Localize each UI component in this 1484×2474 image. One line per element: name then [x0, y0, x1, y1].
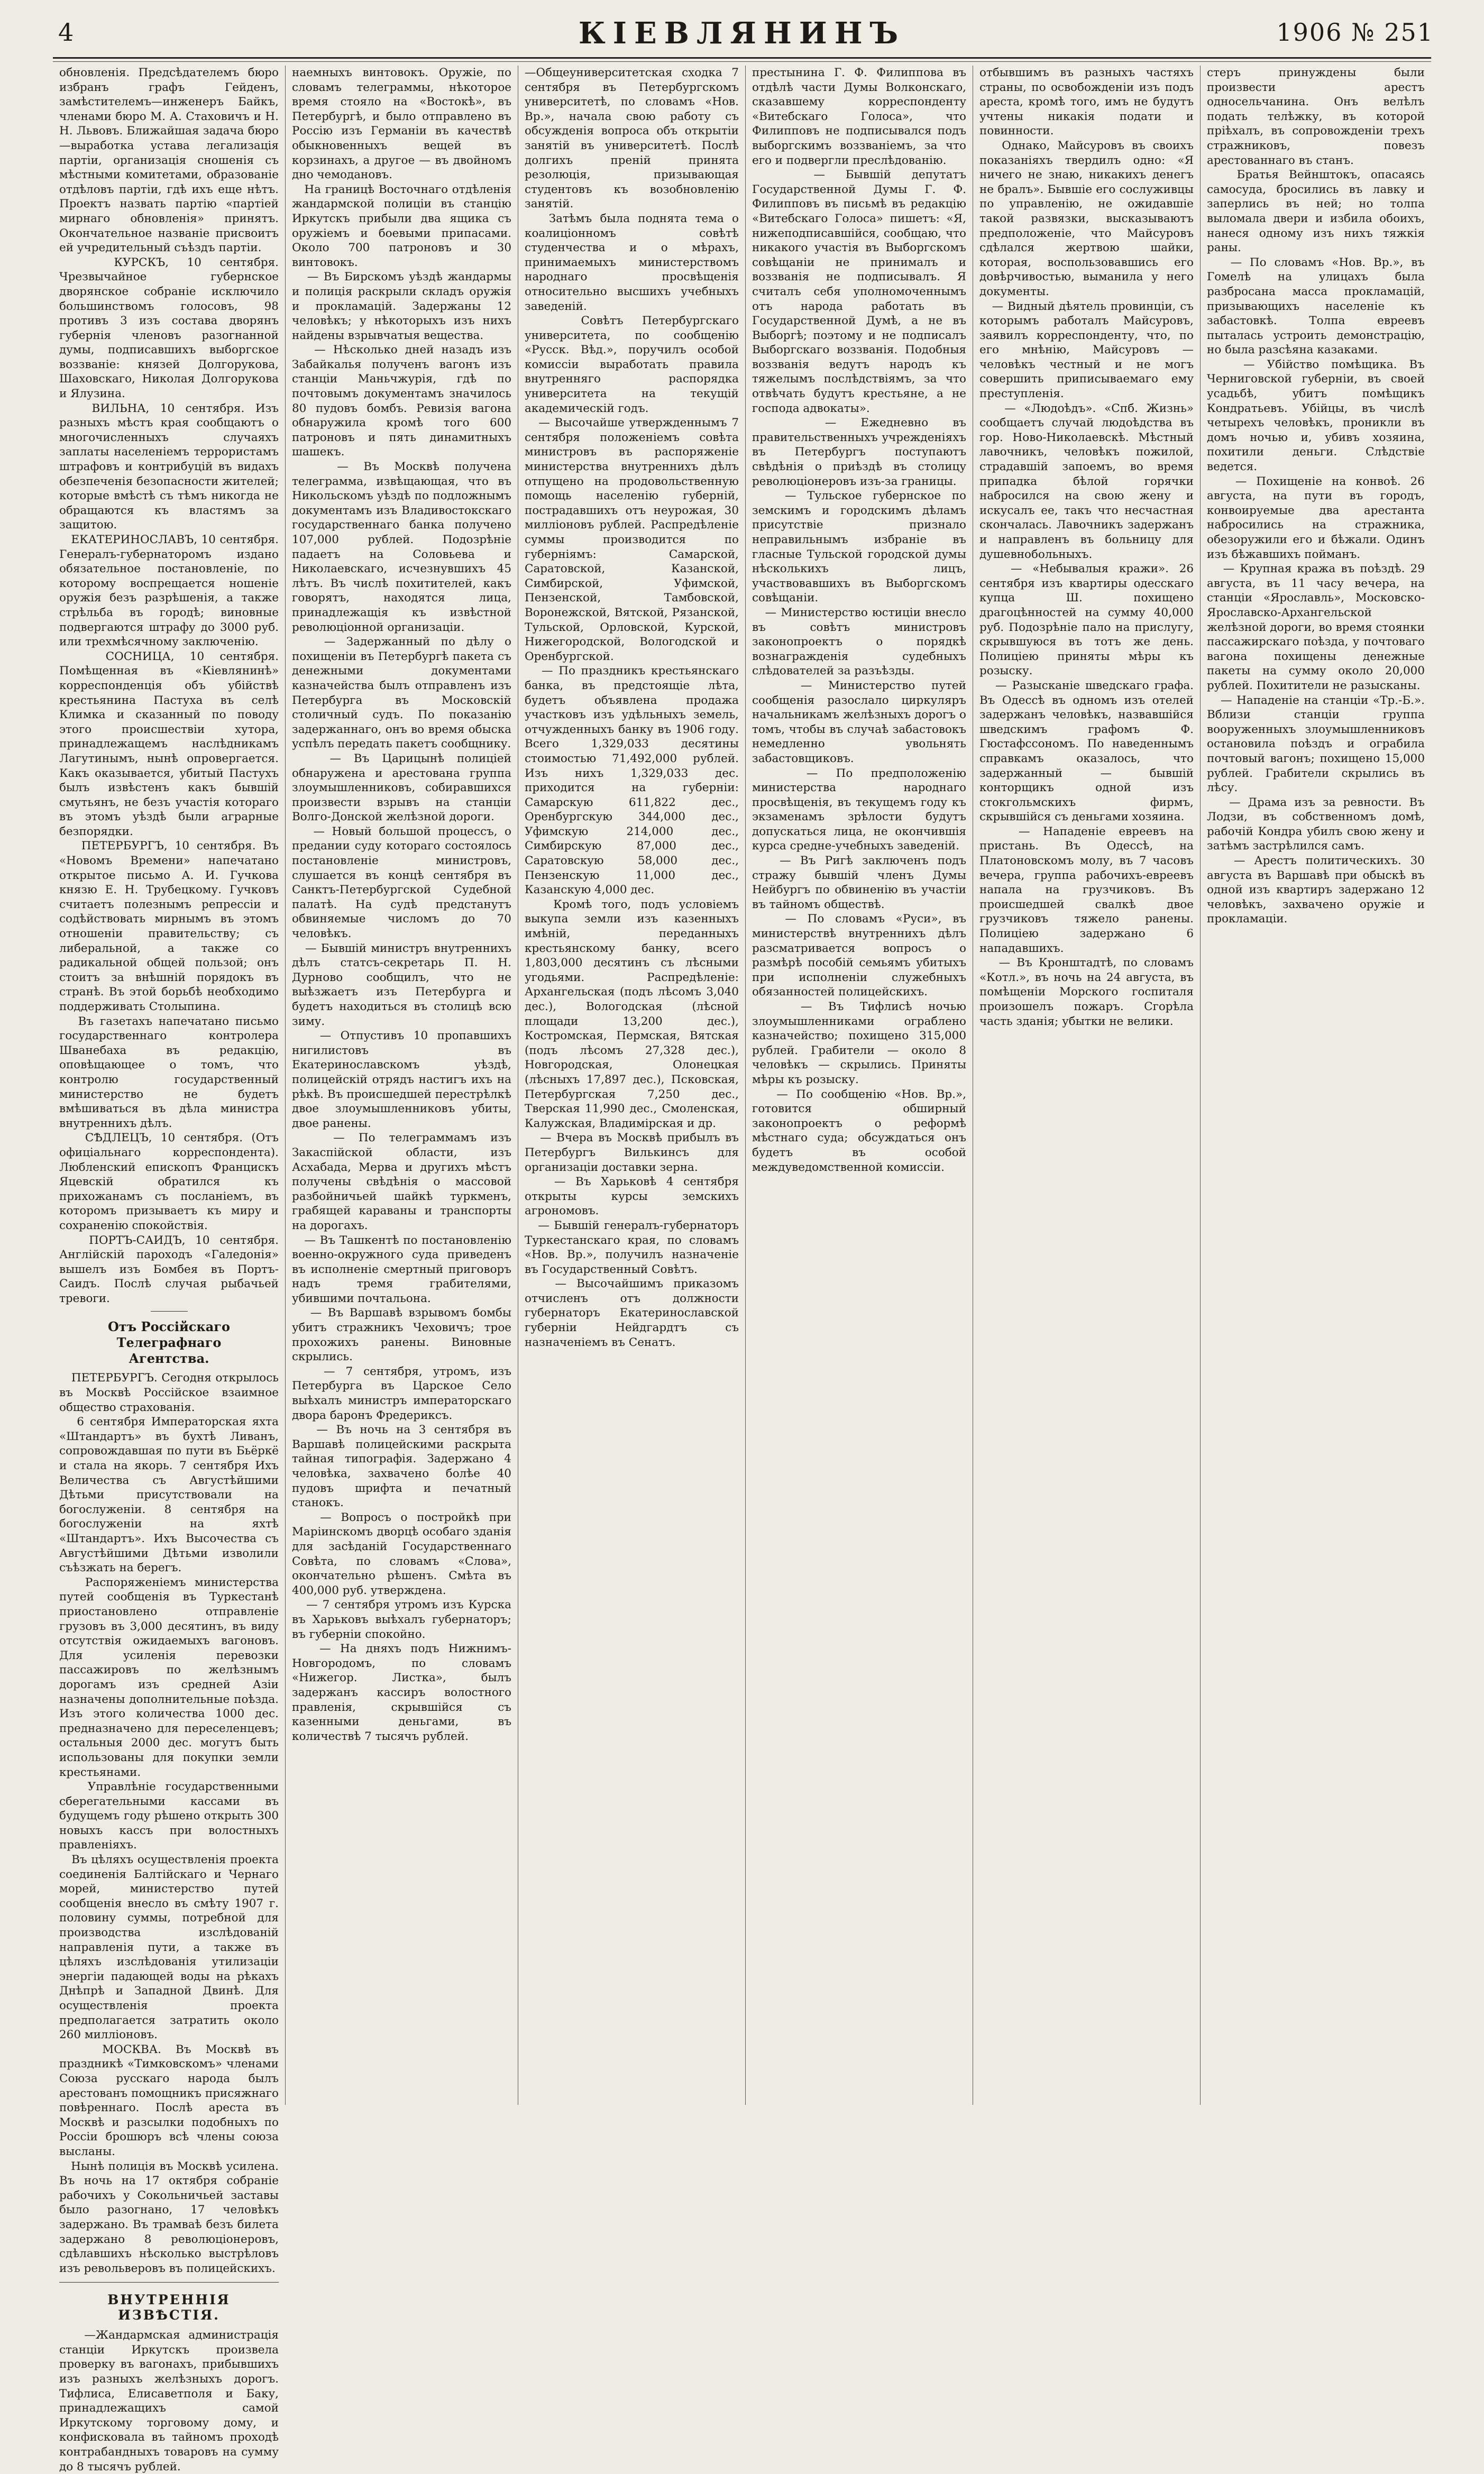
article-text: отбывшимъ въ разныхъ частяхъ страны, по освобожденіи изъ подъ ареста, кромѣ того, имъ не будутъ учтены никакія подати и повинности. Однако, Майсуровъ въ своихъ показаніяхъ твердилъ одно: «Я ничего не знаю, никакихъ денегъ не бралъ». Бывшіе его сослуживцы по управленію, не ожидавшіе такой развязки, высказываютъ предположеніе, что Майсуровъ сдѣлался жертвою шайки, которая, воспользовавшись его довѣрчивостью, выманила у него документы. — Видный дѣятель провинціи, съ которымъ работалъ Майсуровъ, заявилъ корреспонденту, что, по его мнѣнію, Майсуровъ — человѣкъ честный и не могъ совершить приписываемаго ему преступленія. — «Людоѣдъ». «Спб. Жизнь» сообщаетъ случай людоѣдства въ гор. Ново-Николаевскѣ. Мѣстный лавочникъ, человѣкъ пожилой, страдавшій запоемъ, во время припадка бѣлой горячки набросился на свою жену и искусалъ ее, такъ что несчастная скончалась. Лавочникъ задержанъ и направленъ въ больницу для душевнобольныхъ. — «Небывалыя кражи». 26 сентября изъ квартиры одесскаго купца Ш. похищено драгоцѣнностей на сумму 40,000 руб. Подозрѣніе пало на прислугу, скрывшуюся въ тотъ же день. Полиціею приняты мѣры къ розыску. — Разысканіе шведскаго графа. Въ Одессѣ въ одномъ изъ отелей задержанъ человѣкъ, назвавшійся шведскимъ графомъ Ф. Гюстафссономъ. По наведеннымъ справкамъ оказалось, что задержанный — бывшій конторщикъ одной изъ стокгольмскихъ фирмъ, скрывшійся съ деньгами хозяина. — Нападеніе евреевъ на пристань. Въ Одессѣ, на Платоновскомъ молу, въ 7 часовъ вечера, группа рабочихъ-евреевъ напала на грузчиковъ. Въ происшедшей свалкѣ двое грузчиковъ тяжело ранены. Полиціею задержано 6 нападавшихъ. — Въ Кронштадтѣ, по словамъ «Котл.», въ ночь на 24 августа, въ помѣщеніи Морского госпиталя произошелъ пожаръ. Сгорѣла часть зданія; убытки не велики. — [979, 66, 1194, 1028]
section-heading-line: Отъ Россійскаго Телеграфнаго — [108, 1319, 230, 1351]
page-number: 4 — [58, 18, 74, 47]
section-heading-line: Агентства. — [129, 1351, 209, 1367]
article-text: —Жандармская администрація станціи Иркутскъ произвела проверку въ вагонахъ, прибывшихъ изъ разныхъ желѣзныхъ дорогъ. Тифлиса, Елисаветполя и Баку, принадлежащихъ самой Иркутскому торговому дому, и конфисковала въ тайномъ проходѣ контрабандныхъ товаровъ на сумму до 8 тысячъ рублей. — [59, 2329, 282, 2473]
column-3 — [518, 66, 746, 2105]
divider — [59, 2282, 279, 2283]
column-5 — [973, 66, 1201, 2105]
column-6 — [1201, 66, 1431, 2105]
masthead — [0, 16, 1484, 58]
article-text: наемныхъ винтовокъ. Оружіе, по словамъ телеграммы, нѣкоторое время стояло на «Востокѣ», въ Петербургѣ, и было отправлено въ Россію изъ Германіи въ качествѣ обыкновенныхъ вещей въ корзинахъ, а другое — въ двойномъ дно чемодановъ. На границѣ Восточнаго отдѣленія жандармской полиціи въ станцію Иркутскъ прибыли два ящика съ оружіемъ и боевыми припасами. Около 700 патроновъ и 30 винтовокъ. — Въ Бирскомъ уѣздѣ жандармы и полиція раскрыли складъ оружія и прокламацій. Задержаны 12 человѣкъ; у нѣкоторыхъ изъ нихъ найдены взрывчатыя вещества. — Нѣсколько дней назадъ изъ Забайкалья полученъ вагонъ изъ станціи Маньчжурія, гдѣ по почтовымъ документамъ значилось 80 пудовъ бомбъ. Ревизія вагона обнаружила кромѣ того 600 патроновъ и пять динамитныхъ шашекъ. — Въ Москвѣ получена телеграмма, извѣщающая, что въ Никольскомъ уѣздѣ по подложнымъ документамъ изъ Владивостокскаго государственнаго банка получено 107,000 рублей. Подозрѣніе падаетъ на Соловьева и Николаевскаго, исчезнувшихъ 45 лѣтъ. Въ числѣ похитителей, какъ говорятъ, находятся лица, принадлежащія къ извѣстной революціонной организаціи. — Задержанный по дѣлу о похищеніи въ Петербургѣ пакета съ денежными документами казначейства былъ отправленъ изъ Петербурга въ Московскій столичный судъ. По показанію задержаннаго, онъ во время обыска успѣлъ передать пакетъ сообщнику. — Въ Царицынѣ полиціей обнаружена и арестована группа злоумышленниковъ, собиравшихся произвести взрывъ на станціи Волго-Донской желѣзной дороги. — Новый большой процессъ, о предании суду котораго состоялось постановленіе министровъ, слушается въ концѣ сентября въ Санктъ-Петербургской Судебной палатѣ. На судѣ предстанутъ обвиняемые числомъ до 70 человѣкъ. — Бывшій министръ внутреннихъ дѣлъ статсъ-секретарь П. Н. Дурново сообщилъ, что не выѣзжаетъ изъ Петербурга и будетъ находиться въ столицѣ всю зиму. — Отпустивъ 10 пропавшихъ нигилистовъ въ Екатеринославскомъ уѣздѣ, полицейскій отрядъ настигъ ихъ на рѣкѣ. Въ происшедшей перестрѣлкѣ двое злоумышленниковъ убиты, двое ранены. — По телеграммамъ изъ Закаспійской области, изъ Асхабада, Мерва и другихъ мѣстъ получены свѣдѣнія о массовой разбойничьей шайкѣ туркменъ, грабящей караваны и транспорты на дорогахъ. — Въ Ташкентѣ по постановленію военно-окружного суда приведенъ въ исполненіе смертный приговоръ надъ тремя грабителями, убившими почтальона. — Въ Варшавѣ взрывомъ бомбы убитъ стражникъ Чеховичъ; трое прохожихъ ранены. Виновные скрылись. — 7 сентября, утромъ, изъ Петербурга въ Царское Село выѣхалъ министръ императорскаго двора баронъ Фредериксъ. — Въ ночь на 3 сентября въ Варшавѣ полицейскими раскрыта тайная типографія. Задержано 4 человѣка, захвачено болѣе 40 пудовъ шрифта и печатный станокъ. — Вопросъ о постройкѣ при Маріинскомъ дворцѣ особаго зданія для засѣданій Государственнаго Совѣта, по словамъ «Слова», окончательно рѣшенъ. Смѣта въ 400,000 руб. утверждена. — 7 сентября утромъ изъ Курска въ Харьковъ выѣхалъ губернаторъ; въ губерніи спокойно. — На дняхъ подъ Нижнимъ-Новгородомъ, по словамъ «Нижегор. Листка», былъ задержанъ кассиръ волостного правленія, скрывшійся съ казенными деньгами, въ количествѣ 7 тысячъ рублей. — [292, 66, 511, 1743]
column-2 — [286, 66, 518, 2105]
column-1 — [53, 66, 286, 2473]
section-heading: ВНУТРЕННІЯ ИЗВѢСТІЯ. — [107, 2292, 231, 2323]
newspaper-title: КІЕВЛЯНИНЪ — [578, 16, 906, 51]
section-heading — [59, 1319, 279, 1367]
article-text: стеръ принуждены были произвести арестъ односельчанина. Онъ велѣлъ подать телѣжку, въ которой пріѣхалъ, въ сопровожденіи трехъ стражниковъ, повезъ арестованнаго въ станъ. Братья Вейнштокъ, опасаясь самосуда, бросились въ лавку и заперлись въ ней; но толпа выломала двери и избила обоихъ, нанеся одному изъ нихъ тяжкія раны. — По словамъ «Нов. Вр.», въ Гомелѣ на улицахъ была разбросана масса прокламацій, призывающихъ населеніе къ забастовкѣ. Толпа евреевъ пыталась устроить демонстрацію, но была разсѣяна казаками. — Убійство помѣщика. Въ Черниговской губерніи, въ своей усадьбѣ, убитъ помѣщикъ Кондратьевъ. Убійцы, въ числѣ четырехъ человѣкъ, проникли въ домъ ночью и, убивъ хозяина, похитили деньги. Слѣдствіе ведется. — Похищеніе на конвоѣ. 26 августа, на пути въ городъ, конвоируемые два арестанта набросились на стражника, обезоружили его и бѣжали. Одинъ изъ бѣжавшихъ пойманъ. — Крупная кража въ поѣздѣ. 29 августа, въ 11 часу вечера, на станціи «Ярославль», Московско-Ярославско-Архангельской желѣзной дороги, во время стоянки пассажирскаго поѣзда, у почтоваго вагона похищены денежные пакеты на сумму около 20,000 рублей. Похитители не разысканы. — Нападеніе на станціи «Тр.-Б.». Вблизи станціи группа вооруженныхъ злоумышленниковъ остановила поѣздъ и ограбила почтовый вагонъ; похищено 15,000 рублей. Грабители скрылись въ лѣсу. — Драма изъ за ревности. Въ Лодзи, въ собственномъ домѣ, рабочій Кондра убилъ свою жену и затѣмъ застрѣлился самъ. — Арестъ политическихъ. 30 августа въ Варшавѣ при обыскѣ въ одной изъ квартиръ задержано 12 человѣкъ, захвачено оружіе и прокламаціи. — [1207, 66, 1425, 926]
masthead-rule — [53, 57, 1431, 59]
article-text: —Общеуниверситетская сходка 7 сентября въ Петербургскомъ университетѣ, по словамъ «Нов. Вр.», начала свою работу съ обсужденія вопроса объ открытіи занятій въ университетѣ. Послѣ долгихъ преній принята резолюція, призывающая студентовъ къ возобновленію занятій. Затѣмъ была поднята тема о коалиціонномъ совѣтѣ студенчества и о мѣрахъ, принимаемыхъ министерствомъ народнаго просвѣщенія относительно высшихъ учебныхъ заведеній. Совѣтъ Петербургскаго университета, по сообщенію «Русск. Вѣд.», поручилъ особой комиссіи выработать правила внутренняго распорядка университета на текущій академическій годъ. — Высочайше утвержденнымъ 7 сентября положеніемъ совѣта министровъ въ распоряженіе министерства внутреннихъ дѣлъ отпущено на продовольственную помощь населенію губерній, пострадавшихъ отъ неурожая, 30 милліоновъ рублей. Распредѣленіе суммы производится по губерніямъ: Самарской, Саратовской, Казанской, Симбирской, Уфимской, Пензенской, Тамбовской, Воронежской, Вятской, Рязанской, Тульской, Орловской, Курской, Нижегородской, Вологодской и Оренбургской. — По праздникъ крестьянскаго банка, въ предстоящіе лѣта, будетъ объявлена продажа участковъ изъ удѣльныхъ земель, отчужденныхъ банку въ 1906 году. Всего 1,329,033 десятины стоимостью 71,492,000 рублей. Изъ нихъ 1,329,033 дес. приходится на губерніи: Самарскую 611,822 дес., Оренбургскую 344,000 дес., Уфимскую 214,000 дес., Симбирскую 87,000 дес., Саратовскую 58,000 дес., Пензенскую 11,000 дес., Казанскую 4,000 дес. Кромѣ того, подъ условіемъ выкупа земли изъ казенныхъ имѣній, переданныхъ крестьянскому банку, всего 1,803,000 десятинъ съ лѣсными угодьями. Распредѣленіе: Архангельская (подъ лѣсомъ 3,040 дес.), Вологодская (лѣсной площади 13,200 дес.), Костромская, Пермская, Вятская (подъ лѣсомъ 27,328 дес.), Новгородская, Олонецкая (лѣсныхъ 17,897 дес.), Псковская, Петербургская 7,250 дес., Тверская 11,990 дес., Смоленская, Калужская, Владимірская и др. — Вчера въ Москвѣ прибылъ въ Петербургъ Вилькинсъ для организаціи доставки зерна. — Въ Харьковѣ 4 сентября открыты курсы земскихъ агрономовъ. — Бывшій генералъ-губернаторъ Туркестанскаго края, по словамъ «Нов. Вр.», получилъ назначеніе въ Государственный Совѣтъ. — Высочайшимъ приказомъ отчисленъ отъ должности губернаторъ Екатеринославской губерніи Нейдгардтъ съ назначеніемъ въ Сенатъ. — [525, 66, 739, 1349]
column-4 — [746, 66, 973, 2105]
article-text: обновленія. Предсѣдателемъ бюро избранъ графъ Гейденъ, замѣстителемъ—инженеръ Байкъ, членами бюро М. А. Стаховичъ и Н. Н. Львовъ. Ближайшая задача бюро—выработка устава легализація партіи, организація сношенія съ мѣстными комитетами, образованіе отдѣловъ партіи, гдѣ ихъ еще нѣтъ. Проектъ назвать партію «партіей мирнаго обновленія» принятъ. Окончательное названіе присвоитъ ей учредительный съѣздъ партіи. КУРСКЪ, 10 сентября. Чрезвычайное губернское дворянское собраніе исключило большинствомъ голосовъ, 98 противъ 3 изъ состава дворянъ губернія членовъ разогнанной думы, подписавшихъ выборгское воззваніе: князей Долгорукова, Шаховскаго, Николая Долгорукова и Ялузина. ВИЛЬНА, 10 сентября. Изъ разныхъ мѣстъ края сообщаютъ о многочисленныхъ случаяхъ заплаты населеніемъ террористамъ штрафовъ и контрибуцій въ видахъ обезпеченія безопасности жителей; которые вмѣстѣ съ тѣмъ никогда не обращаются къ властямъ за защитою. ЕКАТЕРИНОСЛАВЪ, 10 сентября. Генералъ-губернаторомъ издано обязательное постановленіе, по которому воспрещается ношеніе оружія безъ разрѣшенія, а также стрѣльба въ городѣ; виновные подвергаются штрафу до 3000 руб. или трехмѣсячному заключенію. СОСНИЦА, 10 сентября. Помѣщенная въ «Кіевлянинѣ» корреспонденція объ убійствѣ крестьянина Пастуха въ селѣ Климка и сказанный по поводу этого происшествіи хутора, принадлежащемъ наслѣдникамъ Лагутинымъ, нынѣ опровергается. Какъ оказывается, убитый Пастухъ былъ извѣстенъ какъ бывшій смутьянъ, не безъ участія котораго въ этомъ уѣздѣ были аграрные безпорядки. ПЕТЕРБУРГЪ, 10 сентября. Въ «Новомъ Времени» напечатано открытое письмо А. И. Гучкова князю Е. Н. Трубецкому. Гучковъ считаетъ полезнымъ репрессіи и содѣйствовать мирнымъ въ этомъ отношеніи правительству; съ либеральной, а также со радикальной общей пользой; онъ стоитъ за внѣшній порядокъ въ странѣ. Въ этой борьбѣ необходимо поддерживать Столыпина. Въ газетахъ напечатано письмо государственнаго контролера Шванебаха въ редакцію, оповѣщающее о томъ, что контролю государственный министерство не будетъ вмѣшиваться въ дѣла министра внутреннихъ дѣлъ. СѢДЛЕЦЪ, 10 сентября. (Отъ офиціальнаго корреспондента). Любленский епископъ Францискъ Яцевскій обратился къ прихожанамъ съ посланіемъ, въ которомъ призываетъ къ миру и сохраненію спокойствія. ПОРТЪ-САИДЪ, 10 сентября. Англійскій пароходъ «Галедонія» вышелъ изъ Бомбея въ Портъ-Саидъ. Послѣ случая рыбачьей тревоги. — [59, 66, 279, 1305]
divider — [151, 1311, 188, 1312]
article-text: престынина Г. Ф. Филиппова въ отдѣлѣ части Думы Волконскаго, сказавшему корреспонденту «Витебскаго Голоса», что Филипповъ не подписывался подъ выборгскимъ воззваніемъ, за что его и подвергли преслѣдованію. — Бывшій депутатъ Государственной Думы Г. Ф. Филипповъ въ письмѣ въ редакцію «Витебскаго Голоса» пишетъ: «Я, нижеподписавшійся, сообщаю, что никакого участія въ Выборгскомъ совѣщаніи не принималъ и воззванія не подписывалъ. Я считалъ себя уполномоченнымъ отъ народа работать въ Государственной Думѣ, а не въ Выборгѣ; поэтому и не подписалъ Выборгскаго воззванія. Подобныя воззванія ведутъ народъ къ тяжелымъ послѣдствіямъ, за что отвѣчать будутъ крестьяне, а не господа адвокаты». — Ежедневно въ правительственныхъ учрежденіяхъ въ Петербургъ поступаютъ свѣдѣнія о приѣздѣ въ столицу революціонеровъ изъ-за границы. — Тульское губернское по земскимъ и городскимъ дѣламъ присутствіе признало неправильнымъ избраніе въ гласные Тульской городской думы нѣсколькихъ лицъ, участвовавшихъ въ Выборгскомъ совѣщаніи. — Министерство юстиціи внесло въ совѣтъ министровъ законопроектъ о порядкѣ вознагражденія судебныхъ слѣдователей за разъѣзды. — Министерство путей сообщенія разослало циркуляръ начальникамъ желѣзныхъ дорогъ о томъ, чтобы въ случаѣ забастовокъ немедленно увольнять забастовщиковъ. — По предположенію министерства народнаго просвѣщенія, въ текущемъ году къ экзаменамъ зрѣлости будутъ допускаться лица, не окончившія курса средне-учебныхъ заведеній. — Въ Ригѣ заключенъ подъ стражу бывшій членъ Думы Нейбургъ по обвиненію въ участіи въ тайномъ обществѣ. — По словамъ «Руси», въ министерствѣ внутреннихъ дѣлъ разсматривается вопросъ о размѣрѣ пособій семьямъ убитыхъ при исполненіи служебныхъ обязанностей полицейскихъ. — Въ Тифлисѣ ночью злоумышленниками ограблено казначейство; похищено 315,000 рублей. Грабители — около 8 человѣкъ — скрылись. Приняты мѣры къ розыску. — По сообщенію «Нов. Вр.», готовится обширный законопроектъ о реформѣ мѣстнаго суда; обсуждаться онъ будетъ въ особой междуведомственной комиссіи. — [752, 66, 966, 1174]
columns — [53, 66, 1431, 2473]
masthead-rule-thin — [53, 61, 1431, 62]
issue-number: 1906 № 251 — [1276, 18, 1434, 47]
article-text: ПЕТЕРБУРГЪ. Сегодня открылось въ Москвѣ Россійское взаимное общество страхованія. 6 сентября Императорская яхта «Штандартъ» въ бухтѣ Ливанъ, сопровождавшая по пути въ Бьёркё и стала на якорь. 7 сентября Ихъ Величества съ Августѣйшими Дѣтьми присутствовали на богослуженіи. 8 сентября на богослуженіи на яхтѣ «Штандартъ». Ихъ Высочества съ Августѣйшими Дѣтьми изволили съѣзжать на берегъ. Распоряженіемъ министерства путей сообщенія въ Туркестанѣ приостановлено отправленіе грузовъ въ 3,000 десятинъ, въ виду отсутствія ожидаемыхъ вагоновъ. Для усиленія перевозки пассажировъ по желѣзнымъ дорогамъ изъ средней Азіи назначены дополнительные поѣзда. Изъ этого количества 1000 дес. предназначено для переселенцевъ; остальныя 2000 дес. могутъ быть использованы для покупки земли крестьянами. Управлѣніе государственными сберегательными кассами въ будущемъ году рѣшено открыть 300 новыхъ кассъ при волостныхъ правленіяхъ. Въ цѣляхъ осуществленія проекта соединенія Балтійскаго и Чернаго морей, министерство путей сообщенія внесло въ смѣту 1907 г. половину суммы, потребной для производства изслѣдованій направленія пути, а также въ цѣляхъ изслѣдованія утилизаціи энергіи падающей воды на рѣкахъ Днѣпрѣ и Западной Двинѣ. Для осуществленія проекта предполагается затратить около 260 милліоновъ. МОСКВА. Въ Москвѣ въ праздникѣ «Тимковскомъ» членами Союза русскаго народа былъ арестованъ помощникъ присяжнаго повѣреннаго. Послѣ ареста въ Москвѣ и разсылки подобныхъ по Россіи брошюръ всѣ члены союза высланы. Нынѣ полиція въ Москвѣ усилена. Въ ночь на 17 октября собраніе рабочихъ у Сокольничьей заставы было разогнано, 17 человѣкъ задержано. Въ трамваѣ безъ билета задержано 8 революціонеровъ, сдѣлавшихъ нѣсколько выстрѣловъ изъ револьверовъ въ полицейскихъ. — [59, 1371, 279, 2275]
